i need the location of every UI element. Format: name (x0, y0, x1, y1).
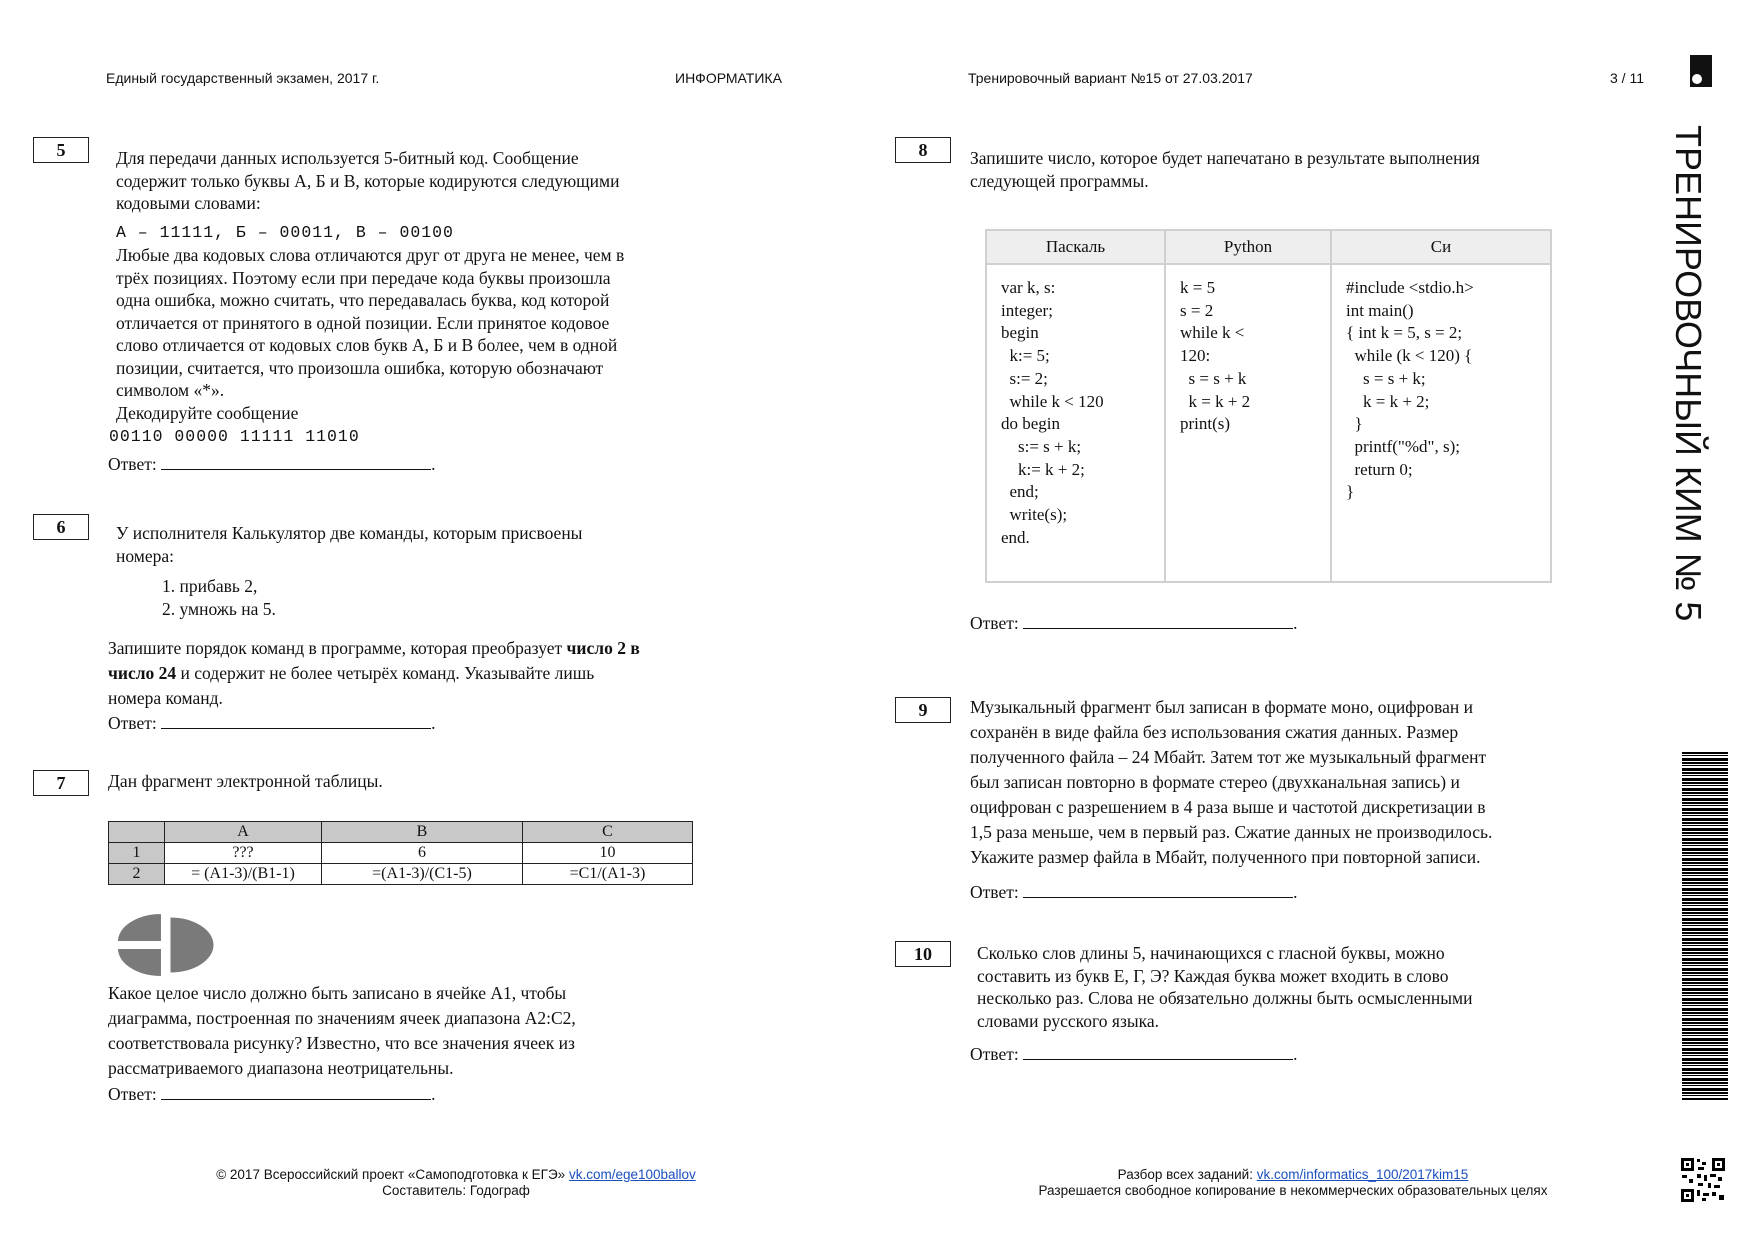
task-10-number: 10 (895, 941, 951, 967)
task-8-answer[interactable]: Ответ: . (970, 613, 1298, 633)
code-c: #include <stdio.h> int main() { int k = 5, s = 2; while (k < 120) { s = s + k; k = k + 2; } printf("%d", s); return 0; } (1331, 264, 1551, 582)
task-5-intro: Для передачи данных используется 5-битный код. Сообщение содержит только буквы А, Б и В, которые кодируются следующими кодовыми словами: (116, 148, 620, 213)
task-5-body: Любые два кодовых слова отличаются друг от друга не менее, чем в трёх позициях. Поэтому если при передаче кода буквы произошла одна ошибка, можно считать, что передавалась буква, код которой отличается от принятого в одной позиции. Если принятое кодовое слово отличается от кодовых слов букв А, Б и В более, чем в одной позиции, считается, что произошла ошибка, которую обозначают символом «*». Декодируйте сообщение (116, 245, 625, 423)
task-5-codes: А – 11111, Б – 00011, В – 00100 (116, 223, 454, 242)
task-7-question: Какое целое число должно быть записано в ячейке A1, чтобы диаграмма, построенная по значениям ячеек диапазона A2:C2, соответствовала рисунку? Известно, что все значения ячеек из рассматриваемого диапазона неотрицательны. (108, 983, 576, 1078)
code-table (985, 229, 1552, 583)
code-pascal: var k, s: integer; begin k:= 5; s:= 2; while k < 120 do begin s:= s + k; k:= k + 2; end; write(s); end. (986, 264, 1165, 582)
task-7-answer[interactable]: Ответ: . (108, 1084, 436, 1104)
row-header-2: 2 (109, 864, 165, 885)
task-7-number: 7 (33, 770, 89, 796)
code-header-python: Python (1165, 230, 1331, 264)
task-10-text: Сколько слов длины 5, начинающихся с гласной буквы, можно составить из букв Е, Г, Э? Каждая буква может входить в слово несколько раз. Слова не обязательно должны быть осмысленными словами русского языка. (977, 943, 1473, 1031)
barcode (1682, 752, 1728, 1100)
task-6-commands: 1. прибавь 2, 2. умножь на 5. (162, 576, 276, 619)
code-python: k = 5 s = 2 while k < 120: s = s + k k = k + 2 print(s) (1165, 264, 1331, 582)
task-6-number: 6 (33, 514, 89, 540)
cell-a1: ??? (165, 843, 322, 864)
pie-chart (113, 912, 217, 978)
task-8-intro: Запишите число, которое будет напечатано в результате выполнения следующей программы. (970, 148, 1480, 191)
task-5-answer[interactable]: Ответ: . (108, 454, 436, 474)
task-9-text: Музыкальный фрагмент был записан в формате моно, оцифрован и сохранён в виде файла без использования сжатия данных. Размер полученного файла – 24 Мбайт. Затем тот же музыкальный фрагмент был записан повторно в формате стерео (двухканальная запись) и оцифрован с разрешением в 4 раза выше и частотой дискретизации в 1,5 раза меньше, чем в первый раз. Сжатие данных не производилось. Укажите размер файла в Мбайт, полученного при повторной записи. (970, 697, 1493, 867)
col-header-b: B (322, 822, 523, 843)
task-6-intro: У исполнителя Калькулятор две команды, которым присвоены номера: (116, 523, 583, 566)
side-title: ТРЕНИРОВОЧНЫЙ КИМ № 5 (1668, 125, 1709, 622)
task-6-question: Запишите порядок команд в программе, которая преобразует число 2 в число 24 и содержит не более четырёх команд. Указывайте лишь номера команд. (108, 638, 640, 708)
cell-b2: =(A1-3)/(C1-5) (322, 864, 523, 885)
footer-left: © 2017 Всероссийский проект «Самоподготовка к ЕГЭ» vk.com/ege100ballov Составитель: Годограф (216, 1167, 696, 1198)
task-5-message: 00110 00000 11111 11010 (109, 427, 360, 446)
pie-slice-b2 (117, 949, 161, 977)
cell-c2: =C1/(A1-3) (523, 864, 693, 885)
header-exam-title: Единый государственный экзамен, 2017 г. (106, 70, 380, 86)
pie-slice-c2 (117, 913, 161, 941)
code-header-pascal: Паскаль (986, 230, 1165, 264)
cell-b1: 6 (322, 843, 523, 864)
cell-a2: = (A1-3)/(B1-1) (165, 864, 322, 885)
task-5-number: 5 (33, 137, 89, 163)
header-page-number: 3 / 11 (1610, 70, 1644, 86)
task-10-answer[interactable]: Ответ: . (970, 1044, 1298, 1064)
col-header-c: C (523, 822, 693, 843)
task-9-answer[interactable]: Ответ: . (970, 882, 1298, 902)
corner-logo (1690, 55, 1712, 87)
task-7-intro: Дан фрагмент электронной таблицы. (108, 771, 383, 791)
header-subject: ИНФОРМАТИКА (675, 70, 782, 86)
header-variant: Тренировочный вариант №15 от 27.03.2017 (968, 70, 1253, 86)
footer-solutions-link[interactable]: vk.com/informatics_100/2017kim15 (1256, 1167, 1469, 1182)
task-8-number: 8 (895, 137, 951, 163)
col-header-a: A (165, 822, 322, 843)
qr-code (1680, 1157, 1726, 1203)
row-header-1: 1 (109, 843, 165, 864)
code-header-c: Си (1331, 230, 1551, 264)
footer-vk-link[interactable]: vk.com/ege100ballov (568, 1167, 696, 1182)
task-6-answer[interactable]: Ответ: . (108, 713, 436, 733)
task-9-number: 9 (895, 697, 951, 723)
pie-slice-a2 (170, 917, 214, 973)
footer-right: Разбор всех заданий: vk.com/informatics_100/2017kim15 Разрешается свободное копирование в некоммерческих образовательных целях (1038, 1167, 1548, 1198)
spreadsheet-fragment (108, 821, 693, 885)
cell-c1: 10 (523, 843, 693, 864)
